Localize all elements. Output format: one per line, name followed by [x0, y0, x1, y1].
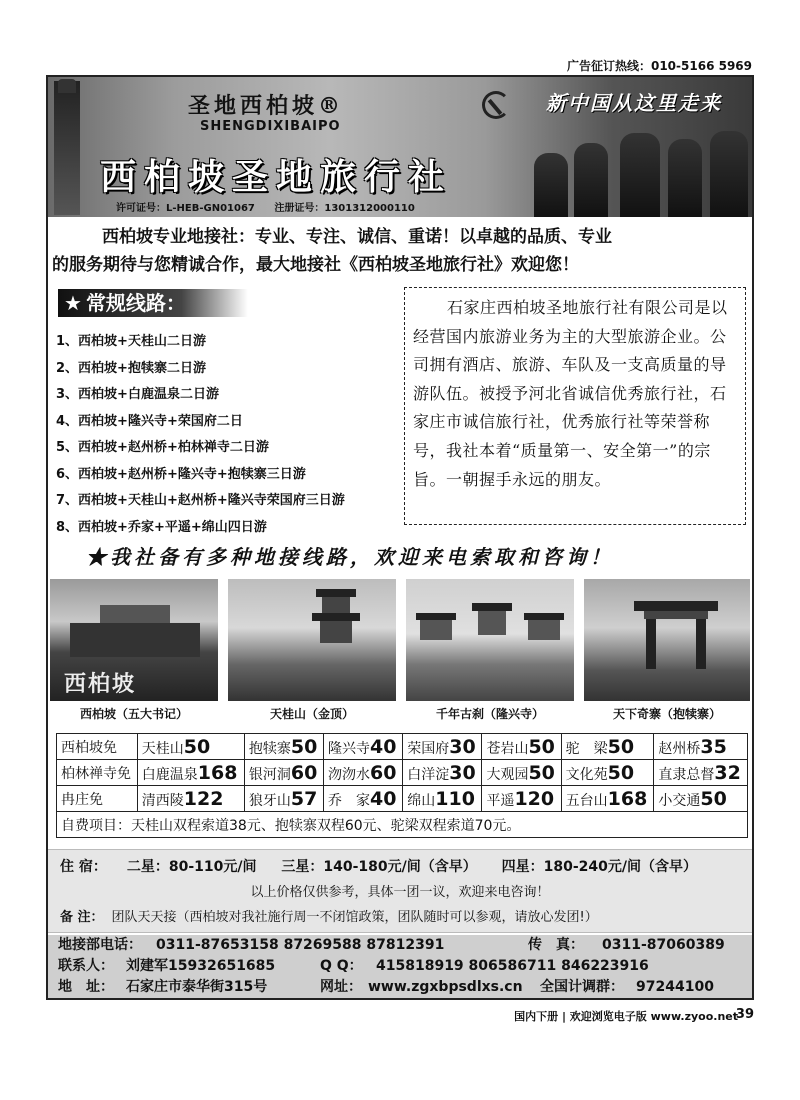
attraction-price: 50 [528, 761, 555, 784]
extra-fee-row [57, 812, 748, 838]
attraction-name: 沕沕水 [328, 766, 371, 783]
attraction-name: 苍岩山 [486, 740, 529, 757]
price-cell [57, 734, 138, 760]
dispatch-group-label: 全国计调群： [540, 979, 624, 995]
remark-text: 团队天天接（西柏坡对我社施行周一不闭馆政策，团队随时可以参观，请放心发团!） [111, 910, 598, 925]
price-cell [482, 734, 561, 760]
attraction-name: 天桂山 [141, 740, 184, 757]
attraction-name: 驼 梁 [565, 740, 608, 757]
lodging-section [48, 849, 752, 933]
brand-name-cn: 圣地西柏坡® [188, 93, 345, 119]
route-item: 6、西柏坡+赵州桥+隆兴寺+抱犊寨三日游 [56, 466, 306, 482]
footer-text: 国内下册 | 欢迎浏览电子版 www.zyoo.net [514, 1010, 738, 1023]
qq-label: Q Q： [320, 958, 363, 974]
company-about-text: 石家庄西柏坡圣地旅行社有限公司是以经营国内旅游业务为主的大型旅游企业。公司拥有酒店、旅游、车队及一支高质量的导游队伍。被授予河北省诚信优秀旅行社，石家庄市诚信旅行社，优秀旅行社等荣誉称号，我社本着“质量第一、安全第一”的宗旨。一朝握手永远的朋友。 [413, 298, 728, 489]
price-cell [324, 734, 403, 760]
photo-caption: 天下奇寨（抱犊寨） [612, 707, 721, 721]
price-cell [244, 734, 323, 760]
website-link[interactable]: www.zgxbpsdlxs.cn [368, 979, 523, 995]
price-cell [403, 734, 482, 760]
attraction-name: 小交通 [658, 792, 701, 809]
page-number: 39 [735, 1007, 754, 1022]
attraction-price: 40 [370, 735, 397, 758]
phone-numbers: 0311-87653158 87269588 87812391 [156, 937, 445, 953]
price-note: 以上价格仅供参考，具体一团一议，欢迎来电咨询！ [250, 885, 550, 900]
price-cell [324, 786, 403, 812]
price-cell [654, 760, 748, 786]
attraction-name: 抱犊寨 [248, 740, 291, 757]
attraction-price: 168 [197, 761, 238, 784]
statues-image [528, 125, 752, 217]
attraction-price: 50 [528, 735, 555, 758]
route-item: 5、西柏坡+赵州桥+柏林禅寺二日游 [56, 440, 269, 455]
attraction-price: 32 [714, 761, 741, 784]
price-row [57, 760, 748, 786]
attraction-name: 平遥 [486, 792, 515, 809]
brand-name-en: SHENGDIXIBAIPO [200, 119, 341, 134]
lodging-prices [60, 856, 717, 876]
photo-caption: 千年古刹（隆兴寺） [435, 707, 544, 721]
price-cell [244, 760, 323, 786]
company-about-box [404, 287, 746, 525]
three-star-price: 三星：140-180元/间（含早） [281, 859, 477, 875]
price-cell [482, 760, 561, 786]
attraction-price: 60 [370, 761, 397, 784]
ad-hotline: 广告征订热线：010-5166 5969 [566, 59, 752, 73]
photo-baodu-fort [584, 579, 750, 701]
route-item: 4、西柏坡+隆兴寺+荣国府二日 [56, 413, 243, 429]
price-cell [137, 760, 244, 786]
fax-label: 传 真： [528, 937, 584, 953]
ticket-price-table [56, 733, 748, 838]
banner [48, 77, 752, 217]
price-cell [57, 760, 138, 786]
price-cell [482, 786, 561, 812]
lodging-label: 住 宿： [60, 859, 107, 875]
contact-us-banner: ★我社备有多种地接线路，欢迎来电索取和咨询！ [86, 545, 614, 569]
routes-heading: ★ 常规线路： [58, 289, 248, 317]
photo-caption: 天桂山（金顶） [269, 707, 354, 721]
attraction-name: 直隶总督 [658, 766, 715, 783]
website-label: 网址： [320, 979, 362, 995]
route-item: 1、西柏坡+天桂山二日游 [56, 334, 206, 349]
price-row [57, 786, 748, 812]
address: 石家庄市泰华街315号 [126, 979, 268, 995]
extra-fee-text: 自费项目：天桂山双程索道38元、抱犊寨双程60元、驼梁双程索道70元。 [57, 812, 748, 838]
attraction-price: 50 [290, 735, 318, 758]
slogan: 新中国从这里走来 [546, 91, 722, 115]
photo-tiangui-mountain [228, 579, 396, 701]
person-label: 联系人： [58, 958, 114, 974]
attraction-name: 狼牙山 [248, 792, 291, 809]
attraction-name: 白洋淀 [407, 766, 450, 783]
intro-line-1: 西柏坡专业地接社：专业、专注、诚信、重诺！以卓越的品质、专业 [102, 227, 612, 247]
route-list [56, 329, 345, 541]
attraction-name: 乔 家 [328, 792, 371, 809]
attraction-price: 30 [449, 735, 476, 758]
price-cell [654, 734, 748, 760]
attraction-name: 文化苑 [565, 766, 608, 783]
attraction-price: 30 [449, 761, 476, 784]
license-info [116, 199, 431, 214]
price-row [57, 734, 748, 760]
remark [60, 906, 598, 925]
address-label: 地 址： [58, 979, 114, 995]
attraction-price: 50 [607, 761, 635, 784]
attraction-price: 120 [514, 787, 555, 810]
attraction-price: 35 [700, 735, 727, 758]
price-cell [137, 786, 244, 812]
route-item: 2、西柏坡+抱犊寨二日游 [56, 360, 206, 376]
attraction-name: 荣国府 [407, 740, 450, 757]
route-item: 8、西柏坡+乔家+平遥+绵山四日游 [56, 519, 267, 535]
tower-image [54, 81, 80, 215]
attraction-name: 柏林禅寺免 [61, 765, 131, 782]
attraction-price: 60 [290, 761, 318, 784]
attraction-price: 122 [183, 787, 224, 810]
attraction-name: 白鹿温泉 [141, 766, 198, 783]
attraction-price: 40 [370, 787, 397, 810]
attraction-name: 清西陵 [141, 792, 184, 809]
attraction-name: 五台山 [565, 792, 608, 809]
attraction-name: 银河洞 [248, 766, 291, 783]
price-cell [561, 734, 654, 760]
attraction-price: 110 [435, 787, 475, 810]
photo-caption: 西柏坡（五大书记） [79, 707, 188, 721]
attraction-name: 赵州桥 [658, 740, 701, 757]
registration-number: 注册证号：1301312000110 [274, 203, 415, 214]
attraction-name: 隆兴寺 [328, 740, 371, 757]
remark-label: 备 注： [60, 910, 104, 925]
price-cell [561, 760, 654, 786]
route-item: 7、西柏坡+天桂山+赵州桥+隆兴寺荣国府三日游 [56, 493, 345, 508]
intro-line-2: 的服务期待与您精诚合作，最大地接社《西柏坡圣地旅行社》欢迎您！ [52, 255, 579, 275]
attraction-price: 50 [183, 735, 211, 758]
attraction-name: 绵山 [407, 792, 436, 809]
dispatch-group-number: 97244100 [636, 979, 714, 995]
attraction-price: 57 [290, 787, 318, 810]
attraction-price: 50 [700, 787, 727, 810]
four-star-price: 四星：180-240元/间（含早） [501, 859, 698, 875]
price-cell [324, 760, 403, 786]
star-icon: ★ [64, 291, 82, 315]
price-cell [137, 734, 244, 760]
phone-label: 地接部电话： [58, 937, 142, 953]
intro-text [52, 223, 752, 279]
photo-longxing-temple [406, 579, 574, 701]
qq-numbers: 415818919 806586711 846223916 [376, 958, 649, 974]
price-cell [403, 760, 482, 786]
attraction-name: 大观园 [486, 766, 529, 783]
price-cell [244, 786, 323, 812]
price-cell [403, 786, 482, 812]
two-star-price: 二星：80-110元/间 [126, 859, 257, 875]
price-cell [561, 786, 654, 812]
agency-name: 西柏坡圣地旅行社 [100, 156, 453, 198]
contact-person: 刘建军15932651685 [126, 958, 276, 974]
route-item: 3、西柏坡+白鹿温泉二日游 [56, 387, 219, 402]
photo-xibaipo [50, 579, 218, 701]
ad-frame [46, 75, 754, 1000]
contact-section [48, 935, 752, 998]
attraction-name: 冉庄免 [61, 791, 103, 808]
photo-grass-text: 西柏坡 [64, 671, 137, 697]
license-number: 许可证号：L-HEB-GN01067 [116, 203, 255, 214]
price-cell [57, 786, 138, 812]
price-cell [654, 786, 748, 812]
attraction-price: 50 [607, 735, 635, 758]
hammer-sickle-icon [482, 91, 510, 119]
attraction-price: 168 [607, 787, 648, 810]
attraction-name: 西柏坡免 [61, 739, 117, 756]
fax-number: 0311-87060389 [602, 937, 725, 953]
